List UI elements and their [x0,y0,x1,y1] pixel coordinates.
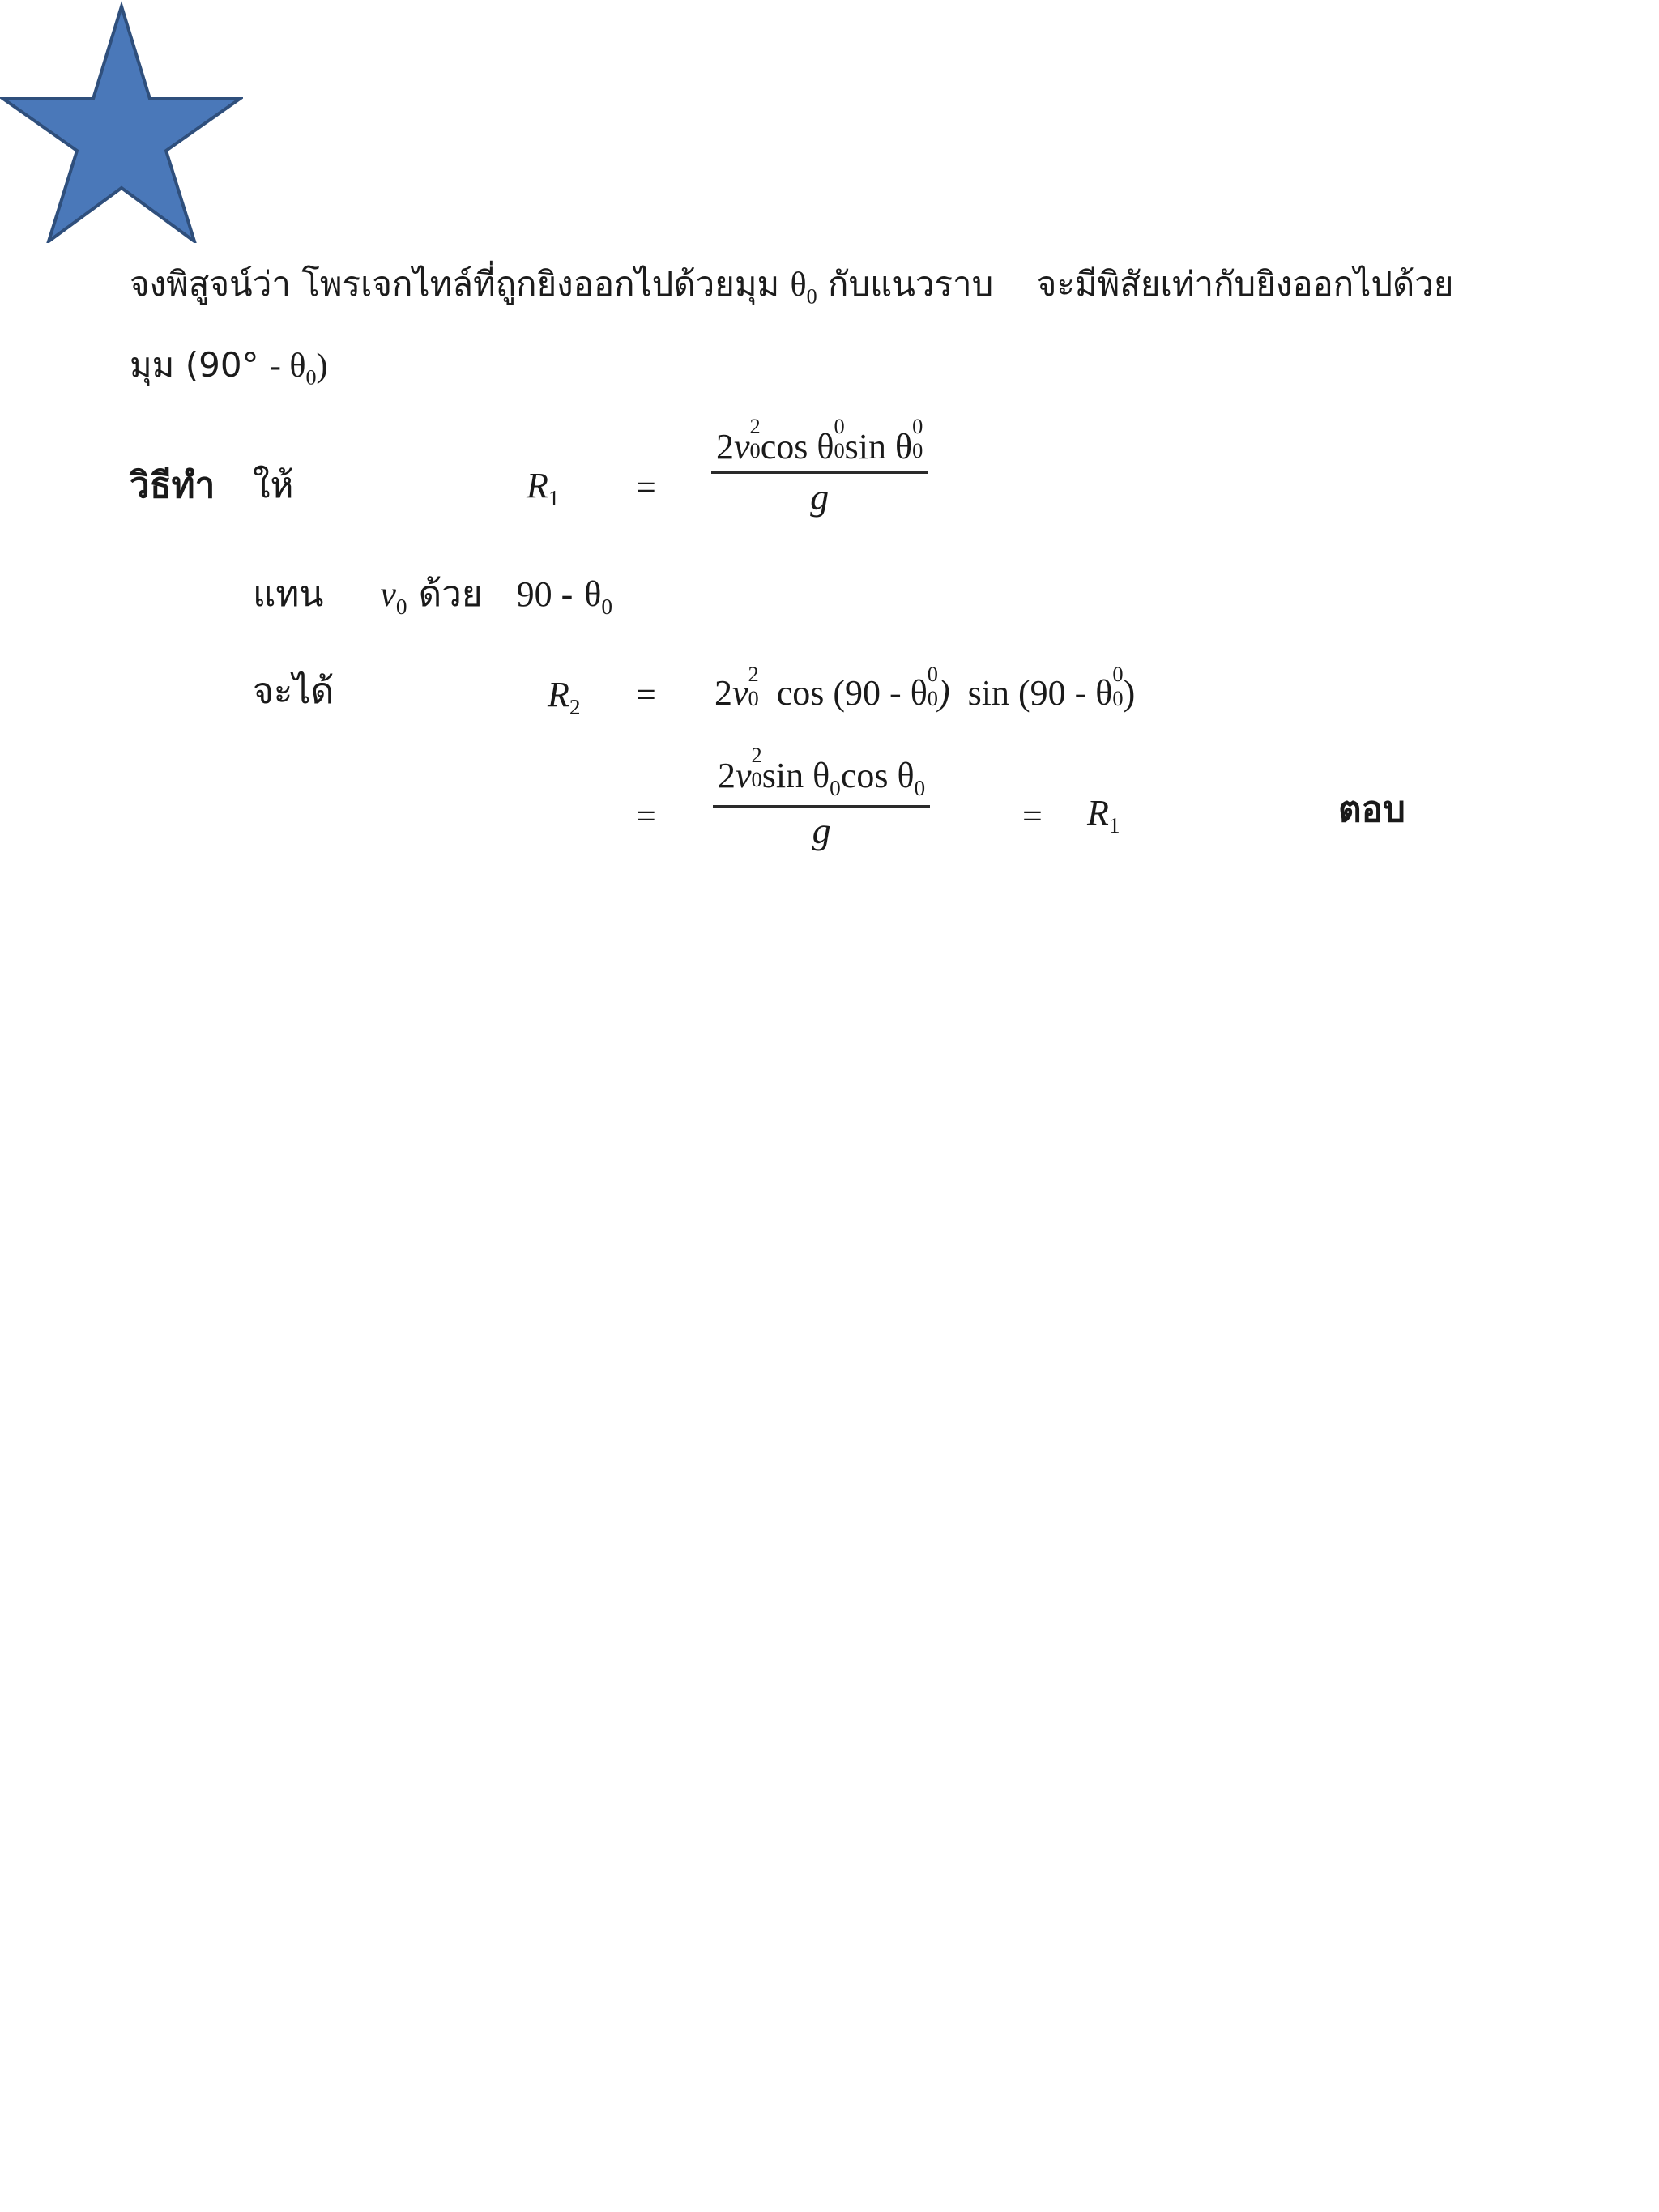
zero-sub: 0 [748,685,759,710]
let-label: ให้ [253,465,294,506]
coef-two: 2 [714,673,732,713]
coef-two: 2 [716,427,734,467]
cos-close: ) [937,673,950,713]
subscript-zero: 0 [914,775,926,800]
with-label: ด้วย [418,573,483,615]
problem-angle-text: มุม (90° [130,345,259,385]
r1-fraction [711,414,928,518]
zero-sup: 0 [927,662,938,687]
v-symbol: v [736,756,752,795]
cos-scripts [927,662,938,711]
final-denominator: g [812,809,831,851]
zero-sub: 0 [927,685,938,710]
coef-two: 2 [718,756,736,795]
sin-scripts [1112,662,1124,711]
r2-label [548,677,581,718]
final-numerator [713,743,930,808]
final-r1 [1087,795,1120,837]
zero-sup: 0 [1112,662,1124,687]
subscript-zero: 0 [806,284,817,309]
cos-scripts [834,414,845,467]
r1-numerator [711,414,928,474]
r-symbol: R [1087,793,1109,833]
get-label: จะได้ [253,671,335,712]
sq-sup: 2 [751,743,762,768]
v-scripts [749,414,761,467]
subscript-zero: 0 [830,775,841,800]
cos-theta: cos θ [840,756,915,795]
v-symbol: v [732,673,748,713]
r-symbol: R [527,466,548,505]
substitute-label: แทน [253,573,324,615]
r1-label [527,468,560,509]
final-fraction [713,743,930,851]
r1-denominator: g [810,476,830,518]
subscript-one: 1 [1108,812,1120,837]
subscript-one: 1 [548,485,560,510]
equals-sign: = [1022,796,1043,836]
r-symbol: R [548,675,569,714]
sin-scripts [912,414,923,467]
sin-theta: sin θ [844,427,913,467]
sin-theta: sin θ [761,756,830,795]
sin-close: ) [1123,673,1136,713]
problem-line-1 [130,264,1454,309]
ninety-minus: 90 - [516,574,574,614]
v-scripts [748,662,759,711]
problem-angle-minus-theta: - θ [269,347,306,385]
theta-symbol: θ [584,574,602,614]
problem-text-c: จะมีพิสัยเท่ากับยิงออกไปด้วย [1036,264,1454,304]
cos-theta: cos θ [760,427,834,467]
sin-open: sin (90 - θ [967,673,1113,713]
star-icon [0,0,243,243]
problem-text-a: จงพิสูจน์ว่า โพรเจกไทล์ที่ถูกยิงออกไปด้วยมุม [130,264,780,304]
zero-sup: 0 [912,414,923,439]
zero-sup: 0 [834,414,845,439]
zero-sub: 0 [749,437,761,462]
sq-sup: 2 [749,414,761,439]
zero-sub: 0 [834,437,845,462]
substitute-row [253,573,612,619]
equals-sign: = [636,796,656,836]
problem-line-2 [130,345,328,390]
subscript-zero: 0 [305,365,317,390]
solution-header: วิธีทำ [130,465,215,506]
subscript-zero: 0 [601,594,612,619]
theta-symbol: θ [790,266,807,304]
r2-expression [714,662,1136,713]
equals-sign: = [636,675,656,714]
v-scripts [751,743,762,795]
problem-text-b: กับแนวราบ [828,264,994,304]
subscript-zero: 0 [395,594,407,619]
v-symbol: v [734,427,750,467]
equals-sign: = [636,467,656,507]
zero-sub: 0 [751,766,762,791]
subscript-two: 2 [569,694,581,719]
v-symbol: v [380,574,396,614]
cos-open: cos (90 - θ [776,673,928,713]
sq-sup: 2 [748,662,759,687]
answer-label: ตอบ [1338,789,1405,830]
problem-angle-close: ) [316,347,328,385]
zero-sub: 0 [912,437,923,462]
zero-sub: 0 [1112,685,1124,710]
